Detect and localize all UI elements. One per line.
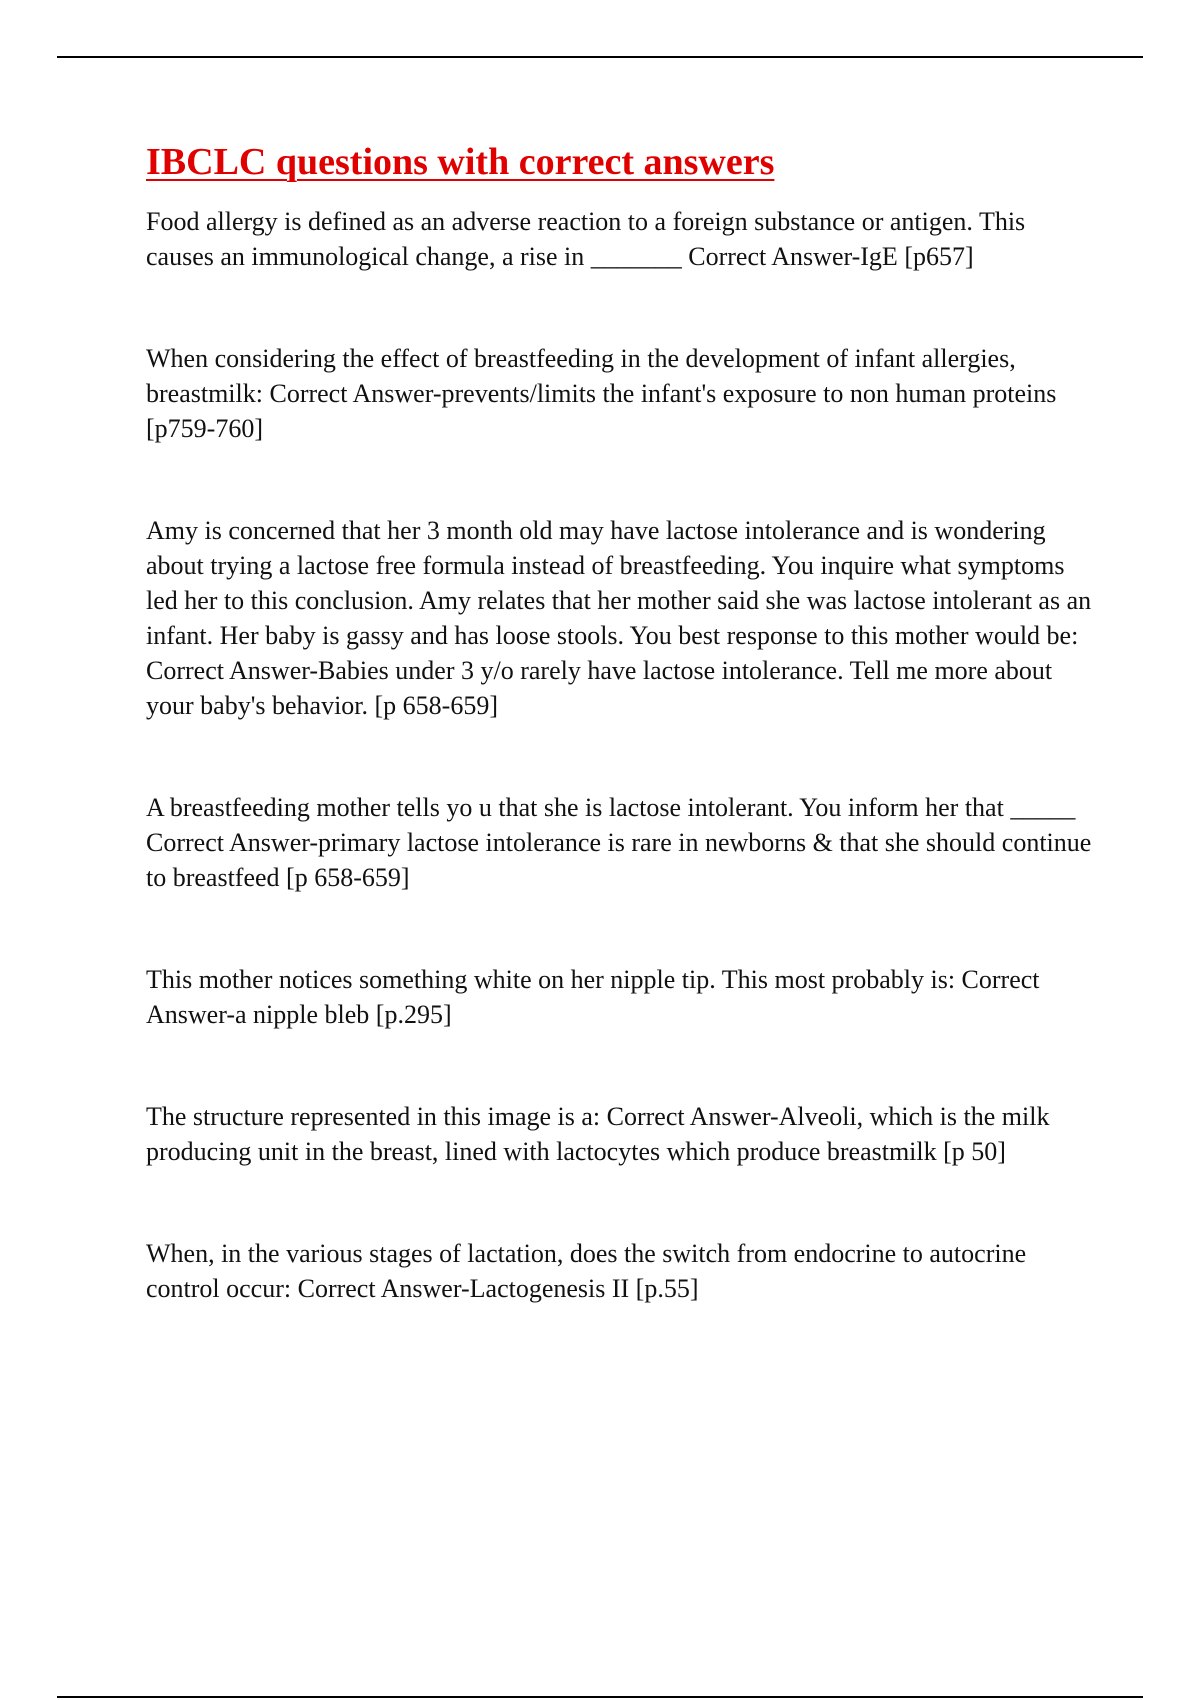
- qa-item-1: Food allergy is defined as an adverse reaction to a foreign substance or antigen. This causes an immunological change, a rise in _______ Correct Answer-IgE [p657]: [146, 206, 1026, 271]
- document-body: [146, 140, 1096, 1373]
- qa-item-3: Amy is concerned that her 3 month old may have lactose intolerance and is wondering about trying a lactose free formula instead of breastfeeding. You inquire what symptoms led her to this conclusion. Amy relates that her mother said she was lactose intolerant as an infant. Her baby is gassy and has loose stools. You best response to this mother would be: Correct Answer-Babies under 3 y/o rarely have lactose intolerance. Tell me more about your baby's behavior. [p 658-659]: [146, 515, 1092, 720]
- header-rule: [57, 56, 1143, 58]
- qa-item-7: When, in the various stages of lactation, does the switch from endocrine to autocrine control occur: Correct Answer-Lactogenesis II [p.55]: [146, 1238, 1027, 1303]
- qa-item-5: This mother notices something white on her nipple tip. This most probably is: Correct Answer-a nipple bleb [p.295]: [146, 964, 1040, 1029]
- document-title: IBCLC questions with correct answers: [146, 141, 775, 183]
- qa-item-2: When considering the effect of breastfeeding in the development of infant allergies, breastmilk: Correct Answer-prevents/limits the infant's exposure to non human proteins [p759-760]: [146, 343, 1057, 443]
- qa-item-4: A breastfeeding mother tells yo u that she is lactose intolerant. You inform her that _____ Correct Answer-primary lactose intolerance is rare in newborns & that she should continue to breastfeed [p 658-659]: [146, 792, 1092, 892]
- qa-item-6: The structure represented in this image is a: Correct Answer-Alveoli, which is the milk producing unit in the breast, lined with lactocytes which produce breastmilk [p 50]: [146, 1101, 1050, 1166]
- qa-list: [146, 204, 1096, 1306]
- footer-rule: [57, 1696, 1143, 1698]
